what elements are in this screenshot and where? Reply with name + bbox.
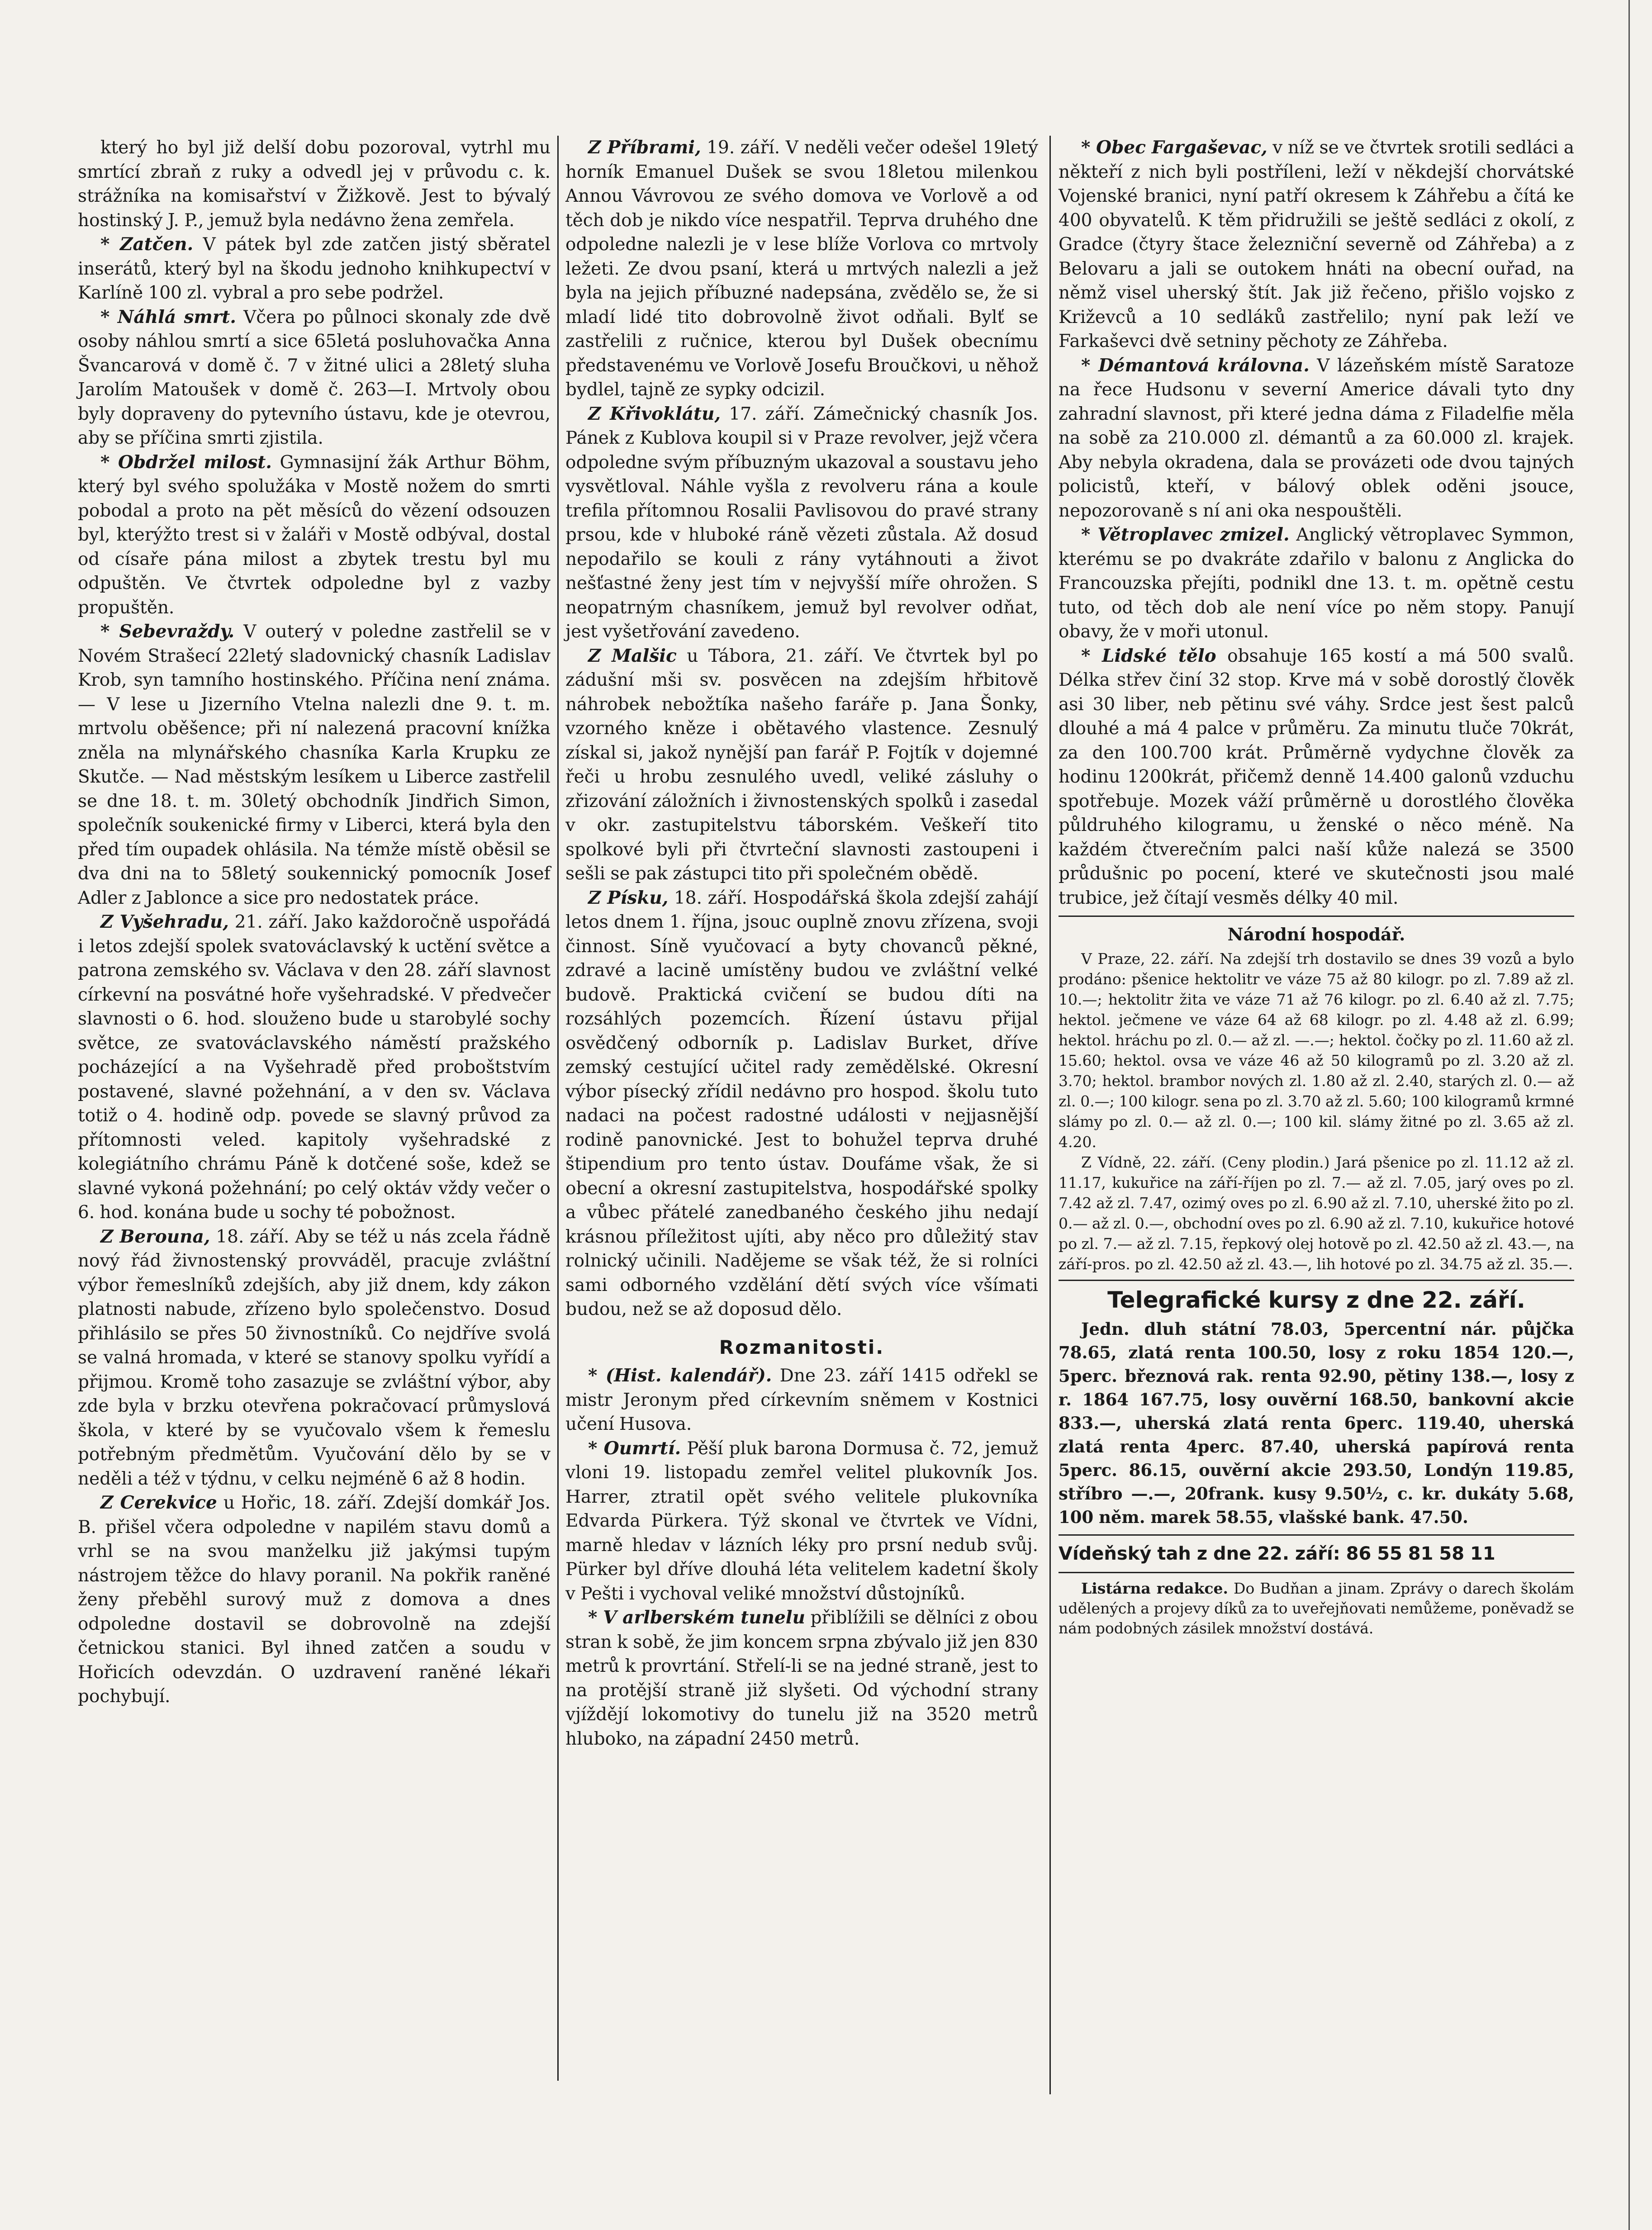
article-text: V outerý v poledne zastřelil se v Novém Strašecí 22letý sladovnický chasník Ladislav Krob, syn tamního hostinského. Příčina není známa. — V lese u Jizerního Vtelna nalezli dne 9. t. m. mrtvolu oběšence; při ní nalezená pracovní knížka zněla na mlynářského chasníka Karla Krupku ze Skutče. — Nad městským lesíkem u Liberce zastřelil se dne 18. t. m. 30letý obchodník Jindřich Simon, společník soukenické firmy v Liberci, která byla den před tím oupadek ohlásila. Na témže místě oběsil se dva dni na to 58letý soukennický pomocník Josef Adler z Jablonce a sice pro nedostatek práce. — [78, 622, 551, 908]
videnske-tah-line: Vídeňský tah z dne 22. září: 86 55 81 58 11 — [1059, 1543, 1495, 1564]
article-headline: * V arlberském tunelu — [588, 1607, 805, 1628]
listarna-text: Do Budňan a jinam. Zprávy o darech školám udělených a projevy díků za to uveřejňovati nemůžeme, poněvadž se nám podobných zásilek množství dostává. — [1059, 1579, 1574, 1637]
telegraficke-kursy-text: Jedn. dluh státní 78.03, 5percentní nár. půjčka 78.65, zlatá renta 100.50, losy z roku 1854 120.—, 5perc. březnová rak. renta 92.90, pětiny 138.—, losy z r. 1864 167.75, losy ouvěrní 168.50, bankovní akcie 833.—, uherská zlatá renta 6perc. 119.40, uherská zlatá renta 4perc. 87.40, uherská papírová renta 5perc. 86.15, ouvěrní akcie 293.50, Londýn 119.85, stříbro —.—, 20frank. kusy 9.50½, c. kr. dukáty 5.68, 100 něm. marek 58.55, vlašské bank. 47.50. — [1059, 1319, 1574, 1527]
listarna-heading: Listárna redakce. — [1081, 1579, 1228, 1597]
article-headline: * Náhlá smrt. — [100, 306, 236, 327]
telegraficke-kursy-heading: Telegrafické kursy z dne 22. září. — [1107, 1286, 1525, 1313]
article-headline: * Oumrtí. — [588, 1438, 681, 1459]
article-headline: * Démantová královna. — [1081, 355, 1310, 376]
article-text: Včera po půlnoci skonaly zde dvě osoby náhlou smrtí a sice 65letá posluhovačka Anna Švancarová v domě č. 7 v žitné ulici a 28letý sluha Jarolím Matoušek v domě č. 263—I. Mrtvoly obou byly dopraveny do pytevního ústavu, kde je otevrou, aby se příčina smrti zjistila. — [78, 307, 551, 448]
article-paragraph — [78, 1225, 551, 1491]
narodni-hospodar-heading: Národní hospodář. — [1227, 924, 1405, 944]
article-headline: Z Malšic — [588, 645, 677, 666]
article-paragraph — [565, 1437, 1038, 1606]
rozmanitosti-heading: Rozmanitosti. — [719, 1336, 885, 1358]
article-text: obsahuje 165 kostí a má 500 svalů. Délka střev činí 32 stop. Krve má v sobě dorostlý člověk asi 30 liber, neb pětinu své váhy. Srdce jest šest palců dlouhé a má 4 palce v průměru. Za minutu tluče 70krát, za den 100.700 krát. Průměrně vydychne člověk za hodinu 1200krát, přičemž denně 14.400 galonů vzduchu spotřebuje. Mozek váží průměrně u dorostlého člověka půldruhého kilogramu, u ženské o něco méně. Na každém čtverečním palci naší kůže nalezá se 3500 průdušnic po pocení, které ve skutečnosti jsou malé trubice, jež čítají vesměs délky 40 mil. — [1059, 645, 1574, 908]
section-divider — [1059, 1572, 1574, 1573]
article-headline: * Sebevraždy. — [100, 621, 235, 642]
article-text: přiblížili se dělníci z obou stran k sobě, že jim koncem srpna zbývalo již jen 830 metrů k provrtání. Střelí-li se na jedné straně, jest to na protější straně již slyšeti. Od východní strany vjíždějí lokomotivy do tunelu již na 3520 metrů hluboko, na západní 2450 metrů. — [565, 1608, 1038, 1749]
section-divider — [1059, 1280, 1574, 1281]
article-text: V lázeňském místě Saratoze na řece Hudsonu v severní Americe dávali tyto dny zahradní slavnost, při které jedna dáma z Filadelfie měla na sobě za 210.000 zl. démantů a za 60.000 zl. krajek. Aby nebyla okradena, dala se provázeti ode dvou tajných policistů, kteří, v bálový oblek oděni jsouce, nepozorovaně s ní ani oka nespouštěli. — [1059, 355, 1574, 521]
article-text: 17. září. Zámečnický chasník Jos. Pánek z Kublova koupil si v Praze revolver, jejž včera odpoledne svým příbuzným ukazoval a soustavu jeho vysvětloval. Náhle vyšla z revolveru rána a koule trefila přítomnou Rosalii Pavlisovou do pravé strany prsou, kde v hluboké ráně vězeti zůstala. Až dosud nepodařilo se kouli z rány vytáhnouti a život nešťastné ženy jest tím v nejvyšší míře ohrožen. S neopatrným chasníkem, jemuž byl revolver odňat, jest vyšetřování zavedeno. — [565, 403, 1038, 642]
article-paragraph — [78, 305, 551, 451]
article-paragraph — [1059, 136, 1574, 354]
article-paragraph — [1059, 644, 1574, 911]
article-text: Pěší pluk barona Dormusa č. 72, jemuž vloni 19. listopadu zemřel velitel plukovník Jos. Harrer, ztratil opět svého velitele plukovníka Edvarda Pürkera. Týž skonal ve čtvrtek ve Vídni, marně hledav v lázních léky pro prsní nedub svůj. Pürker byl dříve dlouhá léta velitelem kadetní školy v Pešti i vychoval veliké množství důstojníků. — [565, 1438, 1038, 1604]
article-headline: * Lidské tělo — [1081, 645, 1216, 666]
article-text: Gymnasijní žák Arthur Böhm, který byl svého spolužáka v Mostě nožem do smrti pobodal a proto na pět měsíců do vězení odsouzen byl, kterýžto trest si v žaláři v Mostě odbýval, dostal od císaře pána milost a zbytek trestu byl mu odpuštěn. Ve čtvrtek odpoledne byl z vazby propuštěn. — [78, 452, 551, 618]
article-headline: * Zatčen. — [100, 234, 194, 255]
article-paragraph — [565, 1606, 1038, 1751]
article-text: u Tábora, 21. září. Ve čtvrtek byl po zádušní mši sv. posvěcen na zdejším hřbitově náhrobek nebožtíka našeho faráře p. Jana Šonky, vzorného kněze i obětavého vlastence. Zesnulý získal si, jakož nynější pan farář P. Fojtík v dojemné řeči u hrobu zesnulého uvedl, veliké zásluhy o zřizování záložních i živnostenských spolků i zasedal v okr. zastupitelstvu táborském. Veškeří tito spolkové byli při čtvrteční slavnosti zastoupeni i sešli se pak zástupci tito při společném obědě. — [565, 645, 1038, 884]
article-headline: * Obec Fargaševac, — [1081, 137, 1267, 158]
article-headline: * (Hist. kalendář). — [588, 1365, 772, 1386]
section-divider — [1059, 1534, 1574, 1536]
listarna-redakce — [1059, 1579, 1574, 1638]
rozmanitosti-articles — [565, 1364, 1038, 1751]
narodni-hospodar-articles — [1059, 949, 1574, 1274]
article-paragraph — [78, 232, 551, 305]
article-paragraph — [78, 910, 551, 1225]
article-headline: * Obdržel milost. — [100, 451, 272, 473]
article-headline: Z Příbrami, — [588, 137, 701, 158]
article-text: Dne 23. září 1415 odřekl se mistr Jeronym před církevním sněmem v Kostnici učení Husova. — [565, 1366, 1039, 1434]
article-paragraph — [565, 886, 1038, 1322]
article-text: 18. září. Aby se též u nás zcela řádně nový řád živnostenský provváděl, pracuje zvláštní výbor řemeslníků zdejších, aby již dnem, kdy zákon platnosti nabude, zřízeno bylo společenstvo. Dosud přihlásilo se přes 50 živnostníků. Co nejdříve svolá se valná hromada, v které se stanovy spolku vyřídí a přijmou. Kromě toho zasazuje se zvláštní výbor, aby zde byla v brzku otevřena pokračovací průmyslová škola, v které by se vyučovalo všem k řemeslu potřebným předmětům. Vyučování dělo by se v neděli a též v týdnu, v celku nejméně 6 až 8 hodin. — [78, 1226, 551, 1489]
article-paragraph — [1059, 1152, 1574, 1274]
article-paragraph — [1059, 523, 1574, 644]
article-paragraph — [565, 136, 1038, 402]
column-rule-right — [1049, 136, 1051, 2094]
column-3-articles — [1059, 136, 1574, 910]
article-headline: Z Cerekvice — [100, 1492, 217, 1513]
article-text: 18. září. Hospodářská škola zdejší zahájí letos dnem 1. října, jsouc ouplně znovu zřízena, svoji činnost. Síně vyučovací a byty chovanců pěkné, zdravé a lacině umístěny budou ve zvláštní velké budově. Praktická cvičení se budou díti na rozsáhlých pozemcích. Řízení ústavu přijal osvědčený odborník p. Ladislav Burket, dříve zemský cestující učitel rady zemědělské. Okresní výbor písecký zřídil nedávno pro hospod. školu tuto nadaci na počest radostné události v nejjasnější rodině panovnické. Jest to bohužel teprva druhé štipendium pro tento ústav. Doufáme však, že si obecní a okresní zastupitelstva, hospodářské spolky a vůbec přátelé zanedbaného českého jihu nedají krásnou příležitost ujíti, aby něco pro důležitý stav rolnický učinili. Nadějeme se však též, že si rolníci sami odborného vzdělání dětí svých více všímati budou, než se až doposud dělo. — [565, 887, 1038, 1319]
article-paragraph — [78, 620, 551, 910]
column-rule-left — [557, 136, 559, 2081]
article-headline: Z Křivoklátu, — [588, 403, 721, 424]
column-1 — [78, 136, 551, 1709]
article-paragraph — [78, 451, 551, 620]
article-text: v níž se ve čtvrtek srotili sedláci a někteří z nich byli postříleni, leží v někdejší chorvátské Vojenské branici, nyní patří okresem k Záhřebu a čítá ke 400 obyvatelů. K těm přidružili se ještě sedláci z okolí, z Gradce (čtyry štace železniční severně od Záhřeba) a z Belovaru a jali se outokem hnáti na obecní ouřad, na němž visel uherský štít. Jak již řečeno, přišlo vojsko z Križevců a 10 sedláků zastřelilo; nyní pak leží ve Farkaševci dvě setniny pěchoty ze Záhřeba. — [1059, 138, 1574, 351]
article-paragraph — [565, 1364, 1038, 1437]
article-text: V pátek byl zde zatčen jistý sběratel inserátů, který byl na škodu jednoho knihkupectví v Karlíně 100 zl. vybral a pro sebe podržel. — [78, 234, 551, 303]
article-headline: Z Písku, — [588, 887, 669, 908]
article-headline: * Větroplavec zmizel. — [1081, 524, 1290, 545]
article-headline: Z Berouna, — [100, 1226, 210, 1247]
article-paragraph — [1059, 354, 1574, 523]
article-paragraph — [78, 136, 551, 232]
article-text: 21. září. Jako každoročně uspořádá i letos zdejší spolek svatováclavský k uctění světce a patrona zemského sv. Václava v den 28. září slavnost církevní na posvátné hoře vyšehradské. V předvečer slavnosti o 6. hod. slouženo bude u starobylé sochy světce, ze svatováclavského náměstí pražského pocházející a na Vyšehradě před proboštstvím postavené, slavné požehnání, a v den sv. Václava totiž o 4. hodině odp. povede se slavný průvod za přítomnosti veled. kapitoly vyšehradské z kolegiátního chrámu Páně k dotčené soše, kdež se slavné vykoná požehnání; po celý oktáv vždy večer o 6. hod. konána bude u sochy té pobožnost. — [78, 912, 551, 1223]
article-text: V Praze, 22. září. Na zdejší trh dostavilo se dnes 39 vozů a bylo prodáno: pšenice hektolitr ve váze 75 až 80 kilogr. po zl. 7.89 až zl. 10.—; hektolitr žita ve váze 71 až 76 kilogr. po zl. 6.40 až zl. 7.75; hektol. ječmene ve váze 64 až 68 kilogr. po zl. 4.48 až zl. 6.99; hektol. hráchu po zl. 0.— až zl. —.—; hektol. čočky po zl. 11.60 až zl. 15.60; hektol. ovsa ve váze 46 až 50 kilogramů po zl. 3.20 až zl. 3.70; hektol. brambor nových zl. 1.80 až zl. 2.40, starých zl. 0.— až zl. 0.—; 100 kilogr. sena po zl. 3.70 až zl. 5.60; 100 kilogramů krmné slámy po zl. 0.— až zl. 0.—; 100 kil. slámy žitné po zl. 3.65 až zl. 4.20. — [1059, 949, 1574, 1151]
page-edge-line — [1628, 0, 1630, 2230]
column-2 — [565, 136, 1038, 1751]
article-paragraph — [1059, 949, 1574, 1152]
article-text: který ho byl již delší dobu pozoroval, vytrhl mu smrtící zbraň z ruky a odvedl jej v průvodu c. k. strážníka na komisařství v Žižkově. Jest to bývalý hostinský J. P., jemuž byla nedávno žena zemřela. — [78, 138, 551, 231]
article-text: Anglický větroplavec Symmon, kterému se po dvakráte zdařilo v balonu z Anglicka do Francouzska přejíti, podnikl dne 13. t. m. opětně cestu tuto, od těch dob ale není více po něm stopy. Panují obavy, že v moři utonul. — [1059, 525, 1574, 642]
article-text: 19. září. V neděli večer odešel 19letý horník Emanuel Dušek se svou 18letou milenkou Annou Vávrovou ze svého domova ve Vorlově a od těch dob je nikdo více nespatřil. Teprva druhého dne odpoledne nalezli je v lese blíže Vorlova co mrtvoly ležeti. Ze dvou psaní, která u mrtvých nalezli a jež byla na jejich příbuzné nadepsána, zvědělo se, že si mladí lidé tito dobrovolně život odňali. Bylť se zastřelili z ručnice, kterou byl Dušek obecnímu představenému ve Vorlově Josefu Broučkovi, u něhož bydlel, tajně ze sypky odcizil. — [565, 138, 1038, 400]
section-divider — [1059, 916, 1574, 917]
article-text: u Hořic, 18. září. Zdejší domkář Jos. B. přišel včera odpoledne v napilém stavu domů a vrhl se na svou manželku již jakýmsi tupým nástrojem těžce do hlavy poranil. Na pokřik raněné ženy přeběhl surový muž z domova a dnes odpoledne dostavil se dobrovolně na zdejší četnickou stanici. Byl ihned zatčen a soudu v Hořicích odevzdán. O uzdravení raněné lékaři pochybují. — [78, 1493, 551, 1707]
article-paragraph — [565, 644, 1038, 886]
article-text: Z Vídně, 22. září. (Ceny plodin.) Jará pšenice po zl. 11.12 až zl. 11.17, kukuřice na září-říjen po zl. 7.— až zl. 7.05, jarý oves po zl. 7.42 až zl. 7.47, ozimý oves po zl. 6.90 až zl. 7.10, uherské žito po zl. 0.— až zl. 0.—, obchodní oves po zl. 6.90 až zl. 7.10, kukuřice hotové po zl. 7.— až zl. 7.15, řepkový olej hotově po zl. 42.50 až zl. 43.—, na září-pros. po zl. 42.50 až zl. 43.—, lih hotové po zl. 34.75 až zl. 35.—. — [1059, 1153, 1574, 1273]
column-2-articles — [565, 136, 1038, 1322]
column-3 — [1059, 136, 1574, 1638]
article-headline: Z Vyšehradu, — [100, 911, 229, 932]
article-paragraph — [78, 1491, 551, 1709]
article-paragraph — [565, 402, 1038, 644]
